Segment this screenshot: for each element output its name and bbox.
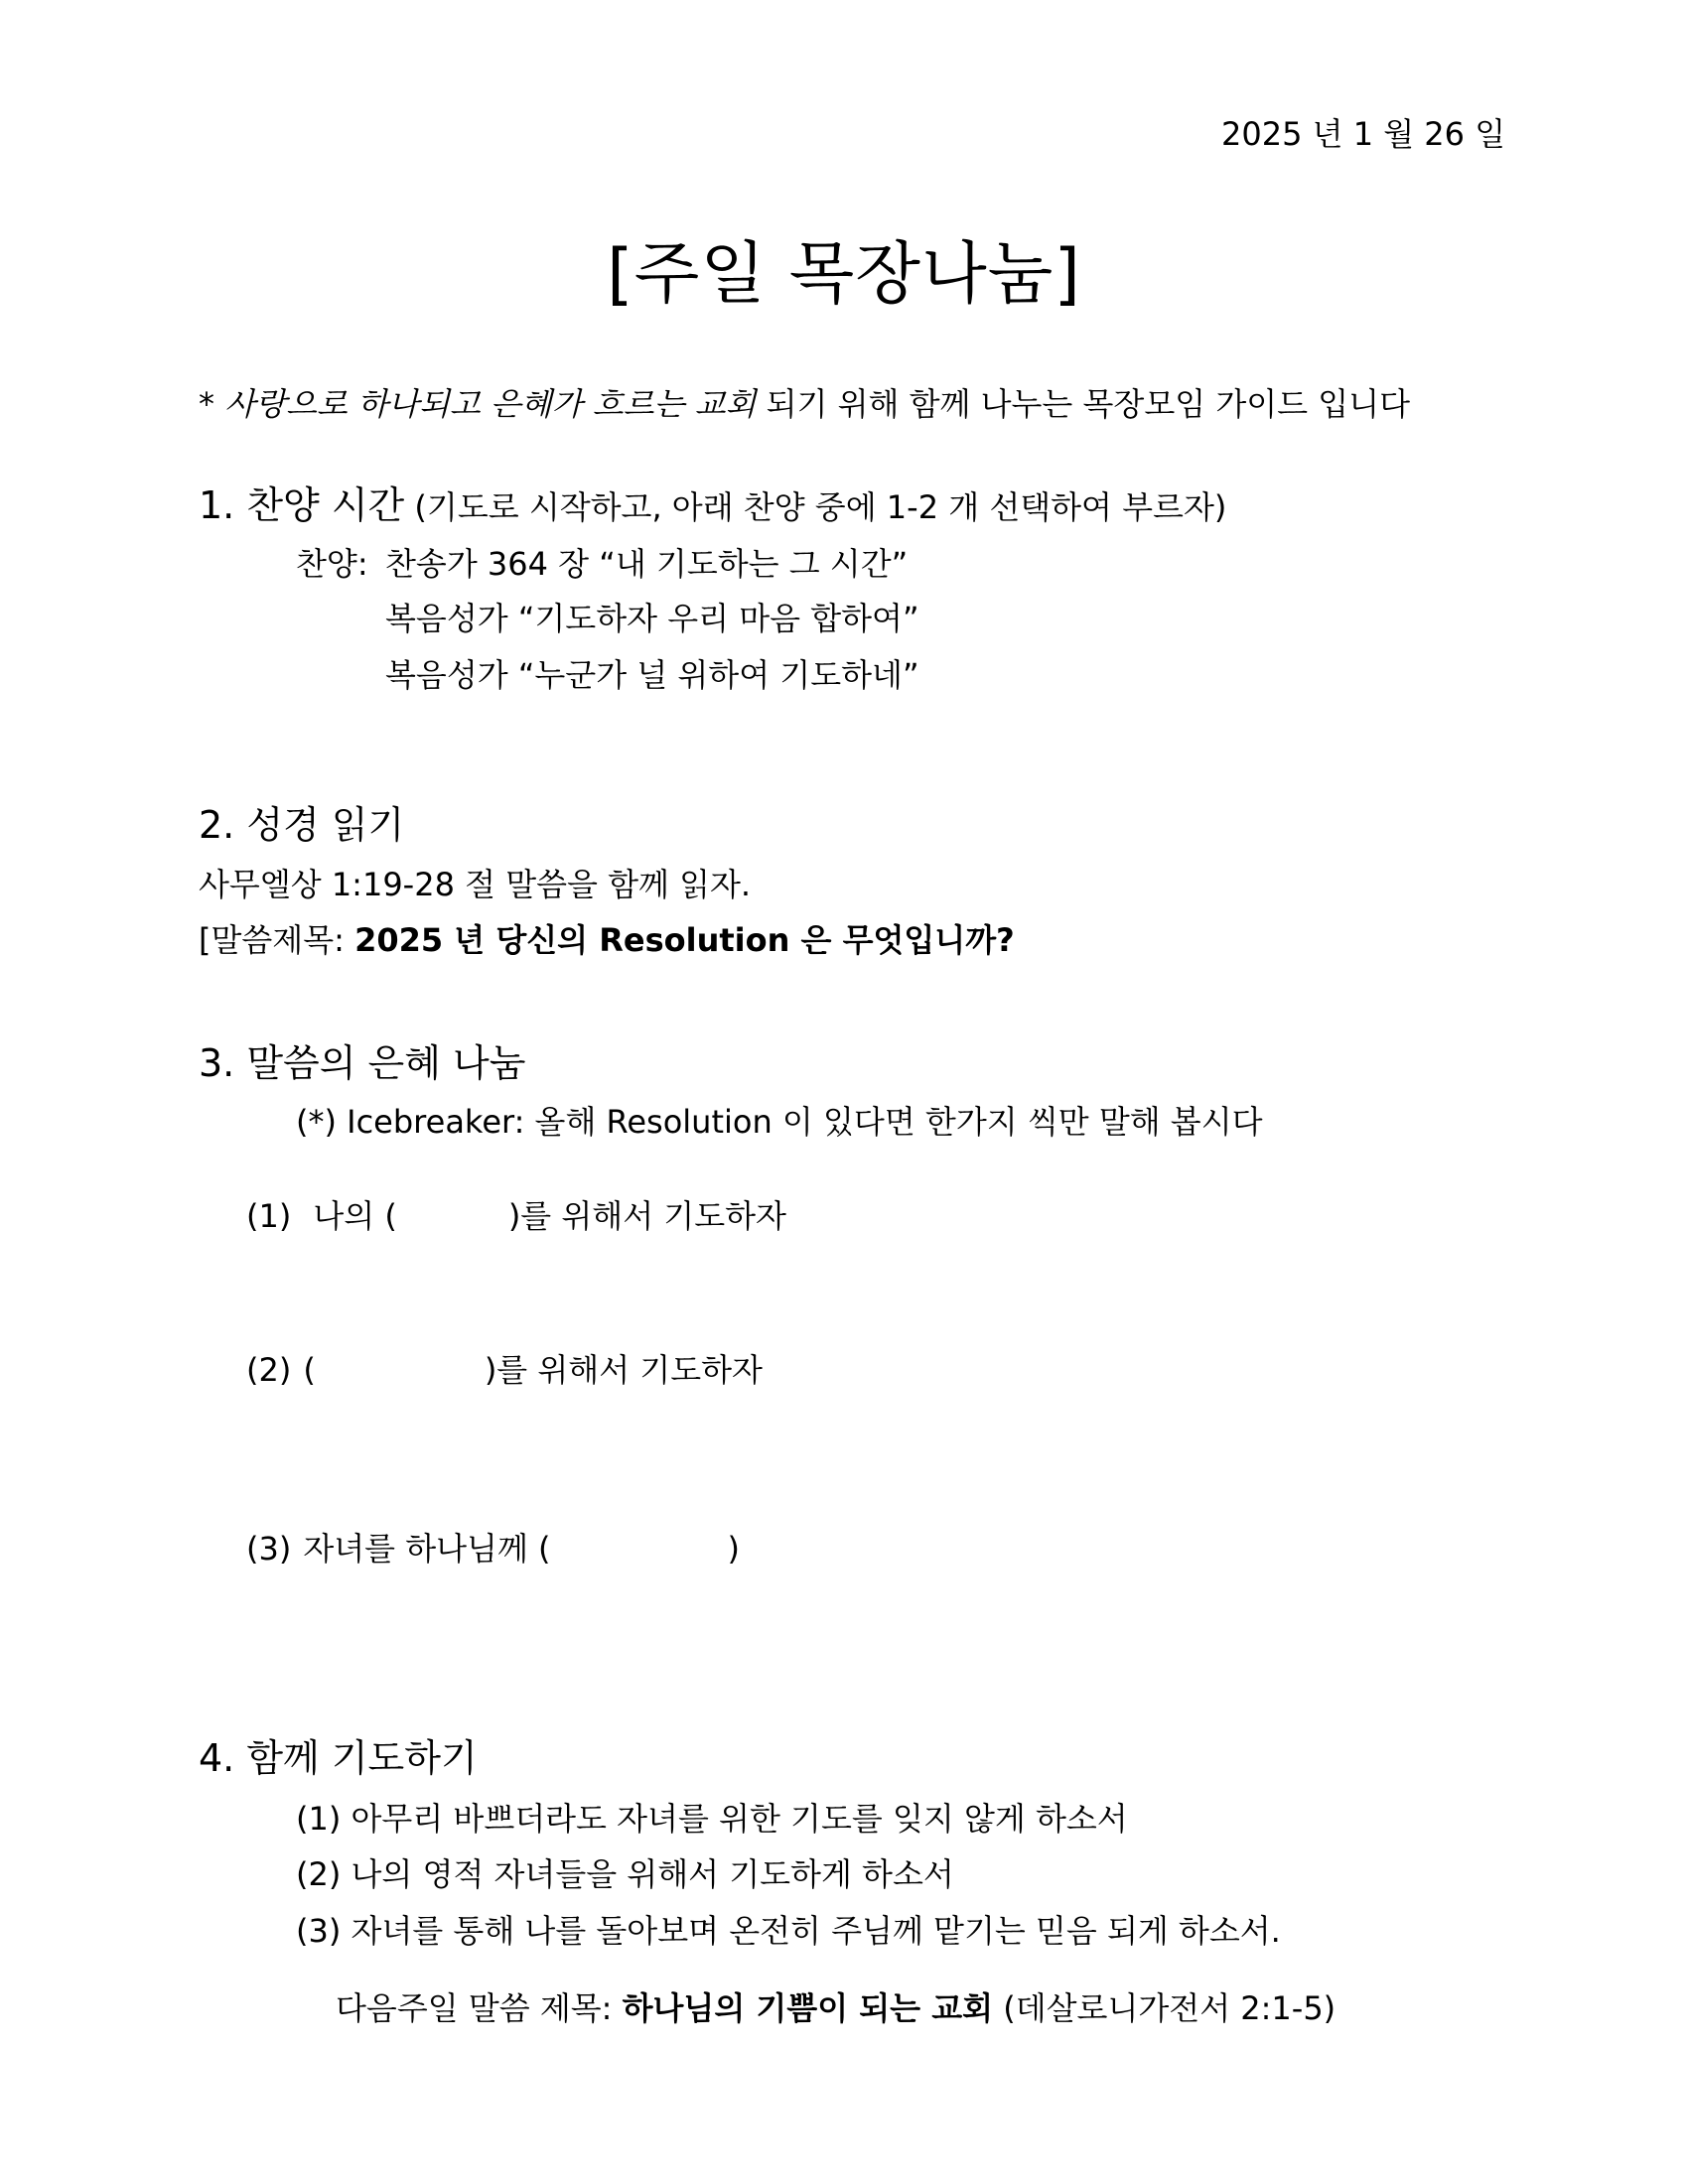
question-1-number: (1): [246, 1197, 292, 1235]
intro-italic: 사랑으로 하나되고 은혜가 흐르는 교회: [224, 385, 757, 423]
sermon-title-line: [199, 915, 1015, 961]
page-title: [주일 목장나눔]: [607, 235, 1081, 314]
intro-rest: 되기 위해 함께 나누는 목장모임 가이드 입니다: [756, 385, 1410, 423]
next-week-line: [336, 1983, 1336, 2029]
question-2-text-b: )를 위해서 기도하자: [484, 1351, 763, 1389]
next-week-title: 하나님의 기쁨이 되는 교회: [622, 1989, 994, 2027]
prayer-2: (2) 나의 영적 자녀들을 위해서 기도하게 하소서: [296, 1855, 954, 1893]
intro-line: [199, 379, 1410, 425]
next-week-ref: (데살로니가전서 2:1-5): [993, 1989, 1336, 2027]
section1-heading-line: [199, 475, 1226, 529]
sermon-title: 2025 년 당신의 Resolution 은 무엇입니까?: [354, 921, 1015, 959]
question-3-text-a: 자녀를 하나님께 (: [303, 1530, 551, 1568]
song-3: 복음성가 “누군가 널 위하여 기도하네”: [385, 656, 919, 694]
question-3-number: (3): [246, 1530, 292, 1568]
icebreaker: (*) Icebreaker: 올해 Resolution 이 있다면 한가지 씩만 말해 봅시다: [296, 1103, 1263, 1141]
next-week-label: 다음주일 말씀 제목:: [336, 1989, 623, 2027]
section2-heading: 2. 성경 읽기: [199, 803, 405, 847]
section4-heading: 4. 함께 기도하기: [199, 1736, 478, 1780]
question-2: [246, 1345, 763, 1391]
prayer-3: (3) 자녀를 통해 나를 돌아보며 온전히 주님께 맡기는 믿음 되게 하소서.: [296, 1912, 1281, 1950]
question-3: [246, 1524, 740, 1570]
question-2-number: (2): [246, 1351, 292, 1389]
section3-heading: 3. 말씀의 은혜 나눔: [199, 1041, 526, 1085]
song-line-1: [296, 539, 368, 585]
scripture-reading: 사무엘상 1:19-28 절 말씀을 함께 읽자.: [199, 866, 752, 903]
question-2-text-a: (: [303, 1351, 316, 1389]
intro-star: *: [199, 385, 225, 423]
document-date: 2025 년 1 월 26 일: [1221, 115, 1506, 153]
song-2: 복음성가 “기도하자 우리 마음 합하여”: [385, 600, 919, 637]
prayer-1: (1) 아무리 바쁘더라도 자녀를 위한 기도를 잊지 않게 하소서: [296, 1800, 1128, 1838]
song-label: 찬양:: [296, 545, 368, 583]
section1-note: (기도로 시작하고, 아래 찬양 중에 1-2 개 선택하여 부르자): [404, 488, 1227, 526]
question-1-text-a: 나의 (: [313, 1197, 397, 1235]
sermon-label: [말씀제목:: [199, 921, 355, 959]
question-1-text-b: )를 위해서 기도하자: [507, 1197, 786, 1235]
section1-heading: 1. 찬양 시간: [199, 483, 405, 527]
question-3-text-b: ): [727, 1530, 741, 1568]
question-1: [246, 1191, 786, 1237]
song-1: 찬송가 364 장 “내 기도하는 그 시간”: [385, 545, 909, 583]
